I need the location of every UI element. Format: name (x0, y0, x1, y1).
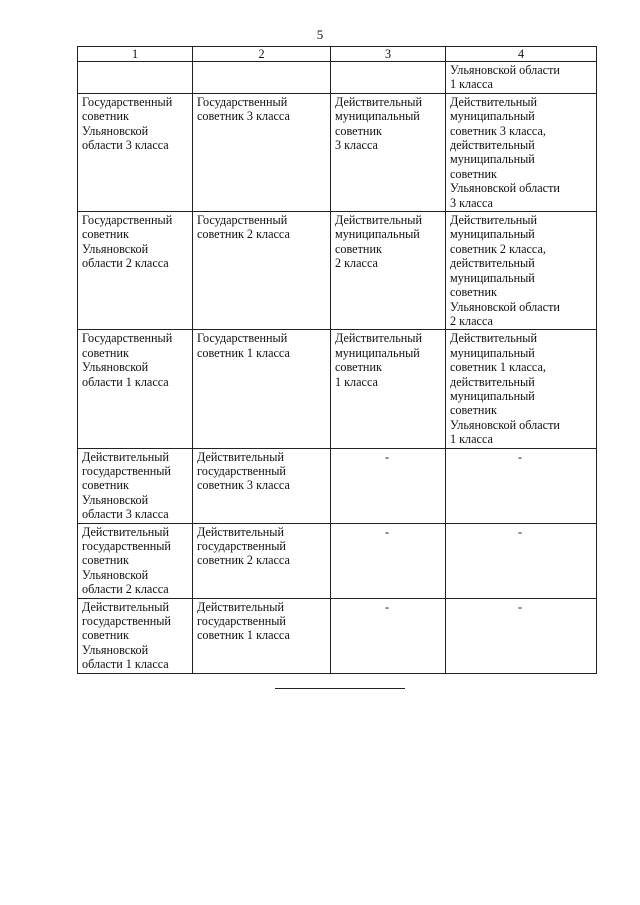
column-header: 4 (446, 47, 597, 62)
table-cell (78, 62, 193, 94)
rank-correspondence-table (77, 46, 597, 674)
table-row (78, 598, 597, 673)
empty-dash-cell: - (446, 598, 597, 673)
table-cell: Государственный советник Ульяновской области 1 класса (78, 330, 193, 448)
empty-dash-cell: - (446, 523, 597, 598)
table-cell: Государственный советник 2 класса (193, 212, 331, 330)
table-cell: Действительный муниципальный советник 3 класса (331, 93, 446, 211)
column-header: 1 (78, 47, 193, 62)
table-cell: Действительный муниципальный советник 1 класса (331, 330, 446, 448)
table-cell: Действительный государственный советник 1 класса (193, 598, 331, 673)
table-row (78, 93, 597, 211)
empty-dash-cell: - (331, 598, 446, 673)
table-row (78, 448, 597, 523)
table-cell: Действительный государственный советник Ульяновской области 2 класса (78, 523, 193, 598)
table-cell: Государственный советник 1 класса (193, 330, 331, 448)
table-header-row (78, 47, 597, 62)
page-number: 5 (316, 27, 324, 42)
table-cell: Действительный государственный советник 3 класса (193, 448, 331, 523)
table-row (78, 62, 597, 94)
table-cell (193, 62, 331, 94)
column-header: 3 (331, 47, 446, 62)
table-cell: Действительный государственный советник 2 класса (193, 523, 331, 598)
empty-dash-cell: - (331, 448, 446, 523)
table-cell: Государственный советник Ульяновской области 3 класса (78, 93, 193, 211)
table-cell: Действительный муниципальный советник 2 класса, действительный муниципальный советник Ульяновской области 2 класса (446, 212, 597, 330)
table-row (78, 523, 597, 598)
table-cell: Действительный муниципальный советник 3 класса, действительный муниципальный советник Ульяновской области 3 класса (446, 93, 597, 211)
document-end-rule (275, 688, 405, 689)
table-cell: Действительный государственный советник Ульяновской области 1 класса (78, 598, 193, 673)
table-cell: Действительный муниципальный советник 1 класса, действительный муниципальный советник Ульяновской области 1 класса (446, 330, 597, 448)
table-cell: Действительный государственный советник Ульяновской области 3 класса (78, 448, 193, 523)
table-cell: Государственный советник 3 класса (193, 93, 331, 211)
table-cell: Ульяновской области 1 класса (446, 62, 597, 94)
table-cell: Государственный советник Ульяновской области 2 класса (78, 212, 193, 330)
empty-dash-cell: - (331, 523, 446, 598)
table-row (78, 212, 597, 330)
table-cell: Действительный муниципальный советник 2 класса (331, 212, 446, 330)
table-row (78, 330, 597, 448)
column-header: 2 (193, 47, 331, 62)
empty-dash-cell: - (446, 448, 597, 523)
table-cell (331, 62, 446, 94)
